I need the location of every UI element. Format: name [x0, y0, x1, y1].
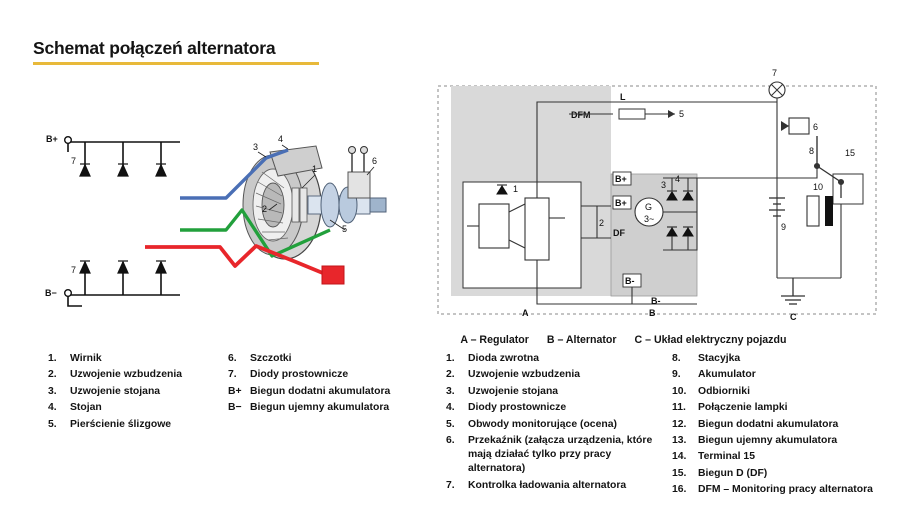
- list-item: 14. Terminal 15: [672, 451, 755, 463]
- caption-c: C – Układ elektryczny pojazdu: [634, 334, 787, 346]
- label-6: 6: [813, 122, 819, 132]
- legend-right-column-1: [446, 352, 666, 495]
- callout-1: 1: [312, 164, 318, 174]
- section-B: B: [649, 308, 656, 318]
- list-item: 3. Uzwojenie stojana: [446, 385, 559, 397]
- callout-2: 2: [262, 204, 268, 214]
- svg-text:G: G: [645, 202, 653, 212]
- list-item: 15. Biegun D (DF): [672, 467, 768, 479]
- right-figure-svg: [437, 68, 877, 338]
- list-item: 16. DFM – Monitoring pracy alternatora: [672, 484, 873, 496]
- label-10: 10: [813, 182, 824, 192]
- label-5: 5: [679, 109, 685, 119]
- section-A: A: [522, 308, 529, 318]
- label-df: DF: [613, 228, 625, 238]
- list-item: 3. Uzwojenie stojana: [48, 385, 161, 397]
- list-item: 10. Odbiorniki: [672, 385, 750, 397]
- left-figure-svg: [30, 80, 420, 330]
- legend-right-column-2: [672, 352, 902, 500]
- list-item: 4. Diody prostownicze: [446, 402, 567, 414]
- list-item: 8. Stacyjka: [672, 353, 741, 364]
- list-item: 9. Akumulator: [672, 369, 756, 381]
- list-item: 5. Pierścienie ślizgowe: [48, 418, 172, 430]
- label-3: 3: [661, 180, 667, 190]
- list-item: 7. Kontrolka ładowania alternatora: [446, 479, 627, 491]
- label-b-minus-2: B-: [651, 296, 661, 306]
- callout-6: 6: [372, 156, 378, 166]
- label-L: L: [620, 92, 626, 102]
- title-underline: [33, 62, 319, 65]
- svg-text:3~: 3~: [644, 214, 655, 224]
- list-item: 11. Połączenie lampki: [672, 402, 788, 414]
- label-15: 15: [845, 148, 856, 158]
- svg-text:B-: B-: [625, 276, 635, 286]
- callout-7-upper: 7: [71, 156, 77, 166]
- brush-holder: [348, 147, 370, 199]
- list-item: 4. Stojan: [48, 402, 102, 414]
- callout-4: 4: [278, 134, 284, 144]
- list-item: B+ Biegun dodatni akumulatora: [228, 385, 391, 397]
- legend-left-column-2: [228, 352, 428, 418]
- list-item: 1. Wirnik: [48, 353, 102, 364]
- list-item: 2. Uzwojenie wzbudzenia: [48, 369, 182, 381]
- label-7: 7: [772, 68, 778, 78]
- section-C: C: [790, 312, 797, 322]
- list-item: 13. Biegun ujemny akumulatora: [672, 434, 838, 446]
- label-1: 1: [513, 184, 519, 194]
- list-item: 1. Dioda zwrotna: [446, 353, 540, 364]
- list-item: 2. Uzwojenie wzbudzenia: [446, 369, 580, 381]
- caption-a: A – Regulator: [460, 334, 529, 346]
- label-8: 8: [809, 146, 815, 156]
- list-item: 6. Przekaźnik (załącza urządzenia, które mają działać tylko przy pracy alternatora): [446, 434, 653, 475]
- label-4: 4: [675, 174, 681, 184]
- label-9: 9: [781, 222, 787, 232]
- label-2: 2: [599, 218, 605, 228]
- callout-5: 5: [342, 224, 348, 234]
- callout-7-lower: 7: [71, 265, 77, 275]
- wire-red-connector: [322, 266, 344, 284]
- list-item: B− Biegun ujemny akumulatora: [228, 402, 390, 414]
- terminal-b-plus-label: B+: [46, 134, 58, 144]
- list-item: 7. Diody prostownicze: [228, 369, 349, 381]
- terminal-b-minus-label: B−: [45, 288, 57, 298]
- caption-b: B – Alternator: [546, 334, 617, 346]
- list-item: 6. Szczotki: [228, 353, 292, 364]
- callout-3: 3: [253, 142, 259, 152]
- legend-left-column-1: [48, 352, 223, 434]
- label-dfm: DFM: [571, 110, 591, 120]
- alternator-mechanical-diagram: [30, 80, 420, 330]
- list-item: 12. Biegun dodatni akumulatora: [672, 418, 839, 430]
- alternator-circuit-diagram: [437, 68, 877, 338]
- svg-text:B+: B+: [615, 198, 627, 208]
- page-title: Schemat połączeń alternatora: [33, 38, 276, 58]
- svg-text:B+: B+: [615, 174, 627, 184]
- list-item: 5. Obwody monitorujące (ocena): [446, 418, 617, 430]
